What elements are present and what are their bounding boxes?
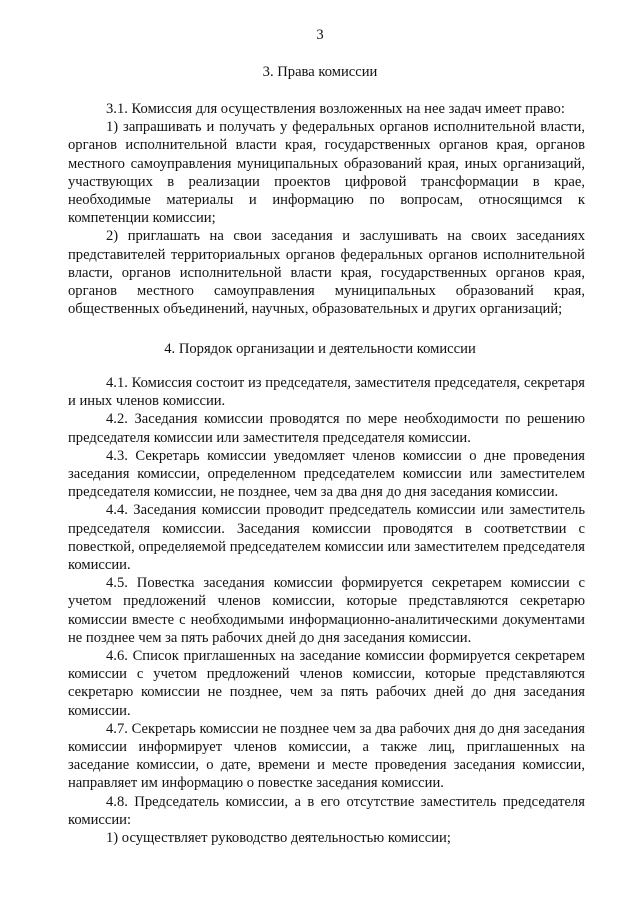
paragraph-3-1-item-1: 1) запрашивать и получать у федеральных органов исполнительной власти, органов исполнительной власти края, государственных органов края, органов местного самоуправления муниципальных образований края, иных организаций, участвующих в реализации проектов цифровой трансформации в крае, необходимые материалы и информацию по вопросам, относящимся к компетенции комиссии;	[68, 119, 585, 227]
section-4-body	[68, 374, 585, 847]
section-3-body	[68, 100, 585, 318]
paragraph-4-8: 4.8. Председатель комиссии, а в его отсутствие заместитель председателя комиссии:	[68, 793, 585, 828]
paragraph-4-6: 4.6. Список приглашенных на заседание комиссии формируется секретарем комиссии с учетом предложений членов комиссии, которые представляются секретарю комиссии не позднее, чем за пять рабочих дней до дня заседания комиссии.	[68, 648, 585, 719]
paragraph-4-7: 4.7. Секретарь комиссии не позднее чем за два рабочих дня до дня заседания комиссии информирует членов комиссии, а также лиц, приглашенных на заседание комиссии, о дате, времени и месте проведения заседания комиссии, направляет им информацию о повестке заседания комиссии.	[68, 720, 585, 792]
section-3-title: 3. Права комиссии	[262, 64, 378, 80]
paragraph-4-2: 4.2. Заседания комиссии проводятся по мере необходимости по решению председателя комиссии или заместителя председателя комиссии.	[68, 411, 585, 446]
paragraph-4-5: 4.5. Повестка заседания комиссии формируется секретарем комиссии с учетом предложений членов комиссии, которые представляются секретарю комиссии вместе с необходимыми информационно-аналитическими документами не позднее чем за пять рабочих дней до дня заседания комиссии.	[68, 575, 585, 646]
paragraph-4-3: 4.3. Секретарь комиссии уведомляет членов комиссии о дне проведения заседания комиссии, определенном председателем комиссии или заместителем председателя комиссии, не позднее, чем за два дня до дня заседания комиссии.	[68, 447, 585, 501]
paragraph-4-1: 4.1. Комиссия состоит из председателя, заместителя председателя, секретаря и иных членов комиссии.	[68, 375, 585, 410]
paragraph-3-1-item-2: 2) приглашать на свои заседания и заслушивать на своих заседаниях представителей территориальных органов федеральных органов исполнительной власти, органов исполнительной власти края, государственных органов края, органов местного самоуправления муниципальных образований края, общественных объединений, научных, образовательных и других организаций;	[68, 228, 585, 318]
paragraph-4-8-item-1: 1) осуществляет руководство деятельностью комиссии;	[106, 830, 451, 847]
paragraph-3-1: 3.1. Комиссия для осуществления возложенных на нее задач имеет право:	[106, 101, 565, 117]
page-number: 3	[316, 27, 324, 43]
section-4-title: 4. Порядок организации и деятельности комиссии	[164, 341, 476, 357]
paragraph-4-4: 4.4. Заседания комиссии проводит председатель комиссии или заместитель председателя комиссии. Заседания комиссии проводятся в соответствии с повесткой, определяемой председателем комиссии или заместителем председателя комиссии.	[68, 502, 585, 574]
